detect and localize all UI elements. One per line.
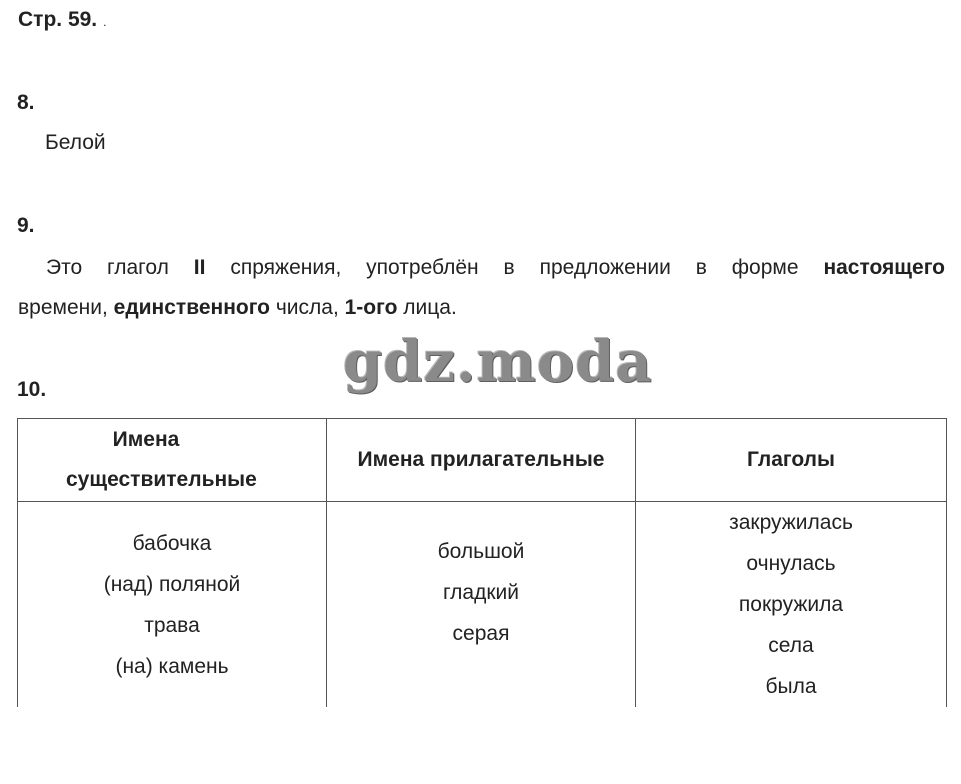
list-item: трава: [144, 613, 200, 637]
table-row: [18, 502, 947, 708]
text-fragment: Это глагол: [46, 256, 194, 279]
text-fragment: лица.: [397, 296, 457, 319]
task-9-number: 9.: [17, 214, 35, 237]
task-9-line-2: [18, 288, 945, 328]
list-item: серая: [452, 622, 510, 645]
list-item: была: [765, 675, 817, 698]
verbs-cell: [636, 502, 947, 708]
person-word: 1-ого: [344, 296, 398, 319]
header-nouns: [18, 419, 327, 502]
list-item: (на) камень: [115, 654, 229, 678]
watermark-logo: gdz.moda: [343, 329, 653, 395]
list-item: (над) поляной: [103, 572, 241, 596]
page-label: Стр. 59.: [18, 8, 98, 31]
conjugation-numeral: II: [193, 256, 206, 279]
parts-of-speech-table: [17, 418, 947, 707]
task-10-number: 10.: [17, 378, 47, 401]
nouns-list: [18, 523, 326, 687]
list-item: закружилась: [729, 511, 853, 534]
list-item: покружила: [738, 593, 844, 616]
text-fragment: спряжения, употреблён в предложении в форме: [205, 256, 824, 279]
header-verbs: Глаголы: [636, 419, 947, 502]
adjectives-cell: [327, 502, 636, 708]
page-header: [18, 8, 106, 32]
nouns-cell: [18, 502, 327, 708]
text-fragment: времени,: [18, 296, 114, 319]
verbs-list: [636, 502, 946, 707]
trailing-dot: .: [103, 15, 107, 29]
text-fragment: числа,: [270, 296, 345, 319]
list-item: большой: [437, 540, 525, 563]
header-nouns-text: Имена существительные: [66, 428, 257, 491]
task-9-answer-paragraph: [18, 248, 945, 328]
task-9-line-1: [18, 248, 945, 288]
list-item: гладкий: [442, 581, 520, 604]
list-item: села: [768, 634, 814, 657]
task-8-number: 8.: [17, 91, 35, 114]
table-header-row: [18, 419, 947, 502]
adjectives-list: [327, 531, 635, 654]
task-8-answer: Белой: [45, 131, 106, 154]
header-adjectives: Имена прилагательные: [327, 419, 636, 502]
tense-word: настоящего: [823, 256, 945, 279]
list-item: очнулась: [746, 552, 836, 575]
list-item: бабочка: [132, 531, 212, 555]
number-word: единственного: [113, 296, 271, 319]
